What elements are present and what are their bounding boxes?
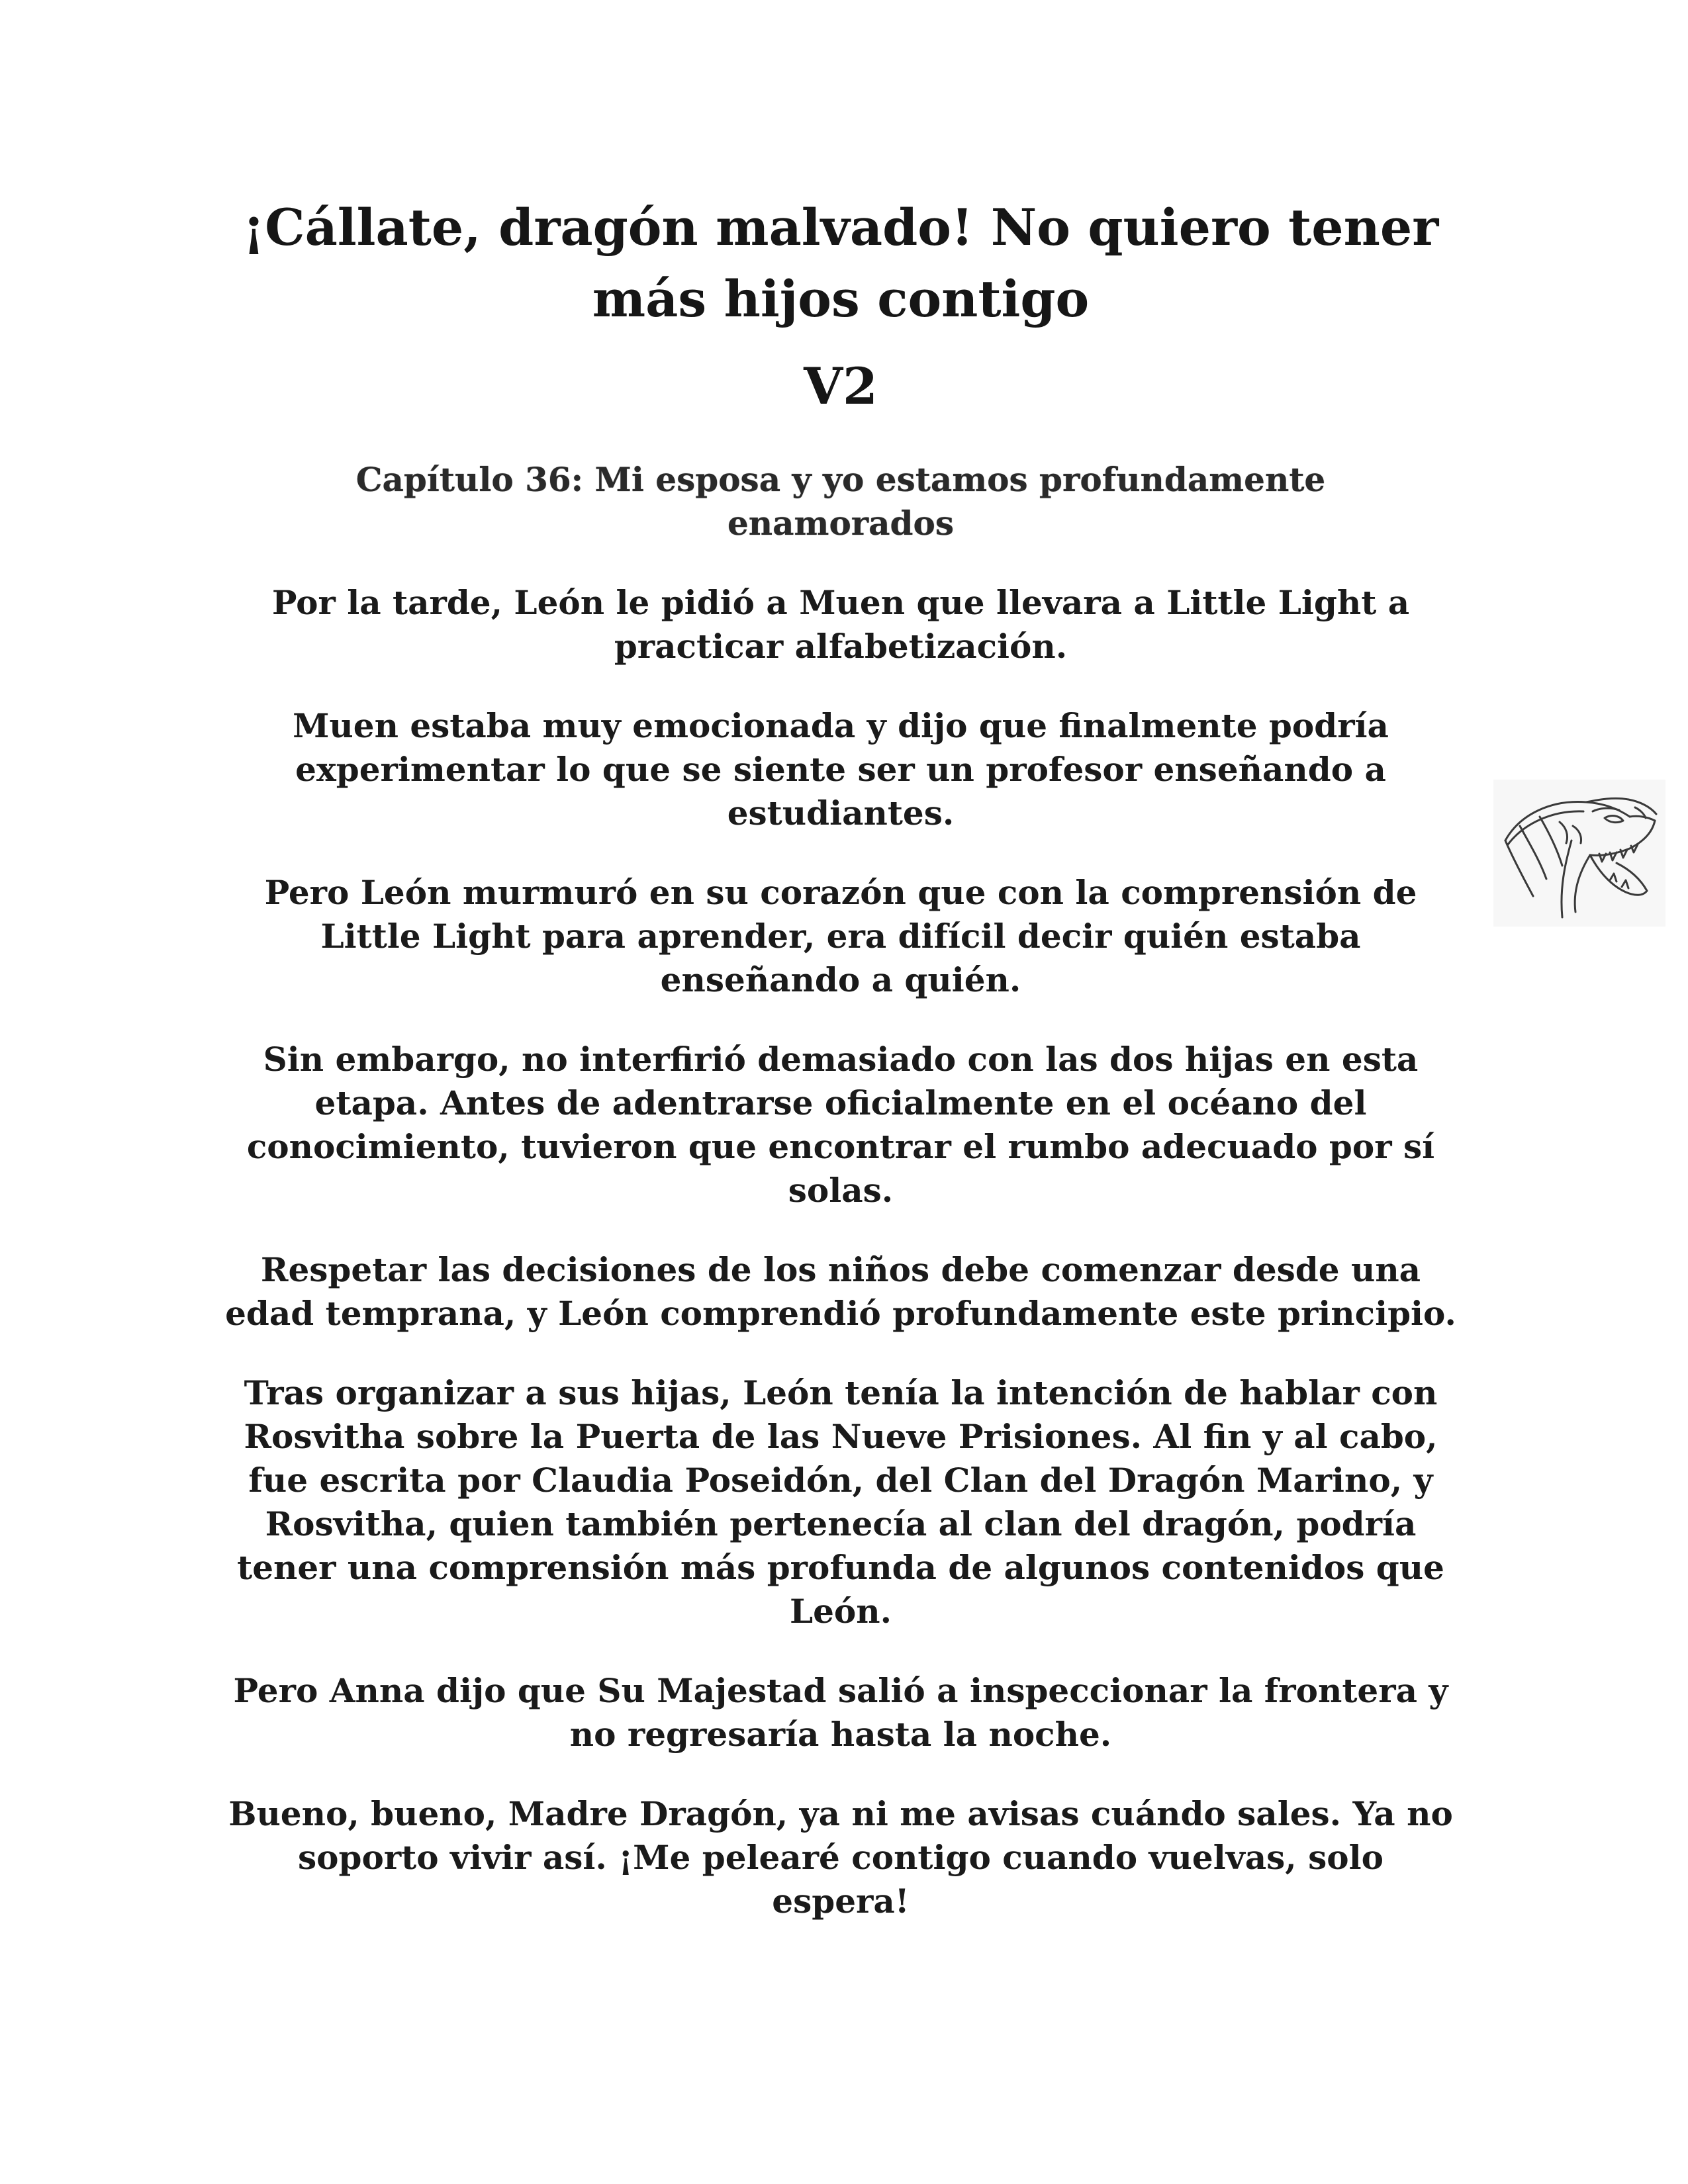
document-body <box>218 192 1463 1923</box>
document-title: ¡Cállate, dragón malvado! No quiero tener más hijos contigo <box>242 198 1439 328</box>
volume-label: V2 <box>804 357 878 416</box>
paragraph-6: Tras organizar a sus hijas, León tenía la intención de hablar con Rosvitha sobre la Puerta de las Nueve Prisiones. Al fin y al cabo, fue escrita por Claudia Poseidón, del Clan del Dragón Marino, y Rosvitha, quien también pertenecía al clan del dragón, podría tener una comprensión más profunda de algunos contenidos que León. <box>237 1373 1444 1631</box>
paragraph-2: Muen estaba muy emocionada y dijo que finalmente podría experimentar lo que se siente ser un profesor enseñando a estudiantes. <box>293 706 1389 833</box>
chapter-heading: Capítulo 36: Mi esposa y yo estamos profundamente enamorados <box>355 460 1326 543</box>
paragraph-7: Pero Anna dijo que Su Majestad salió a inspeccionar la frontera y no regresaría hasta la noche. <box>233 1671 1448 1754</box>
paragraph-3: Pero León murmuró en su corazón que con la comprensión de Little Light para aprender, era difícil decir quién estaba enseñando a quién. <box>264 873 1417 999</box>
paragraph-5: Respetar las decisiones de los niños debe comenzar desde una edad temprana, y León comprendió profundamente este principio. <box>225 1250 1456 1333</box>
paragraph-4: Sin embargo, no interfirió demasiado con las dos hijas en esta etapa. Antes de adentrarse oficialmente en el océano del conocimiento, tuvieron que encontrar el rumbo adecuado por sí solas. <box>246 1040 1435 1210</box>
dragon-head-sketch-icon <box>1493 780 1665 927</box>
paragraph-8: Bueno, bueno, Madre Dragón, ya ni me avisas cuándo sales. Ya no soporto vivir así. ¡Me pelearé contigo cuando vuelvas, solo espera! <box>228 1794 1453 1921</box>
paragraph-1: Por la tarde, León le pidió a Muen que llevara a Little Light a practicar alfabetización. <box>271 583 1410 666</box>
